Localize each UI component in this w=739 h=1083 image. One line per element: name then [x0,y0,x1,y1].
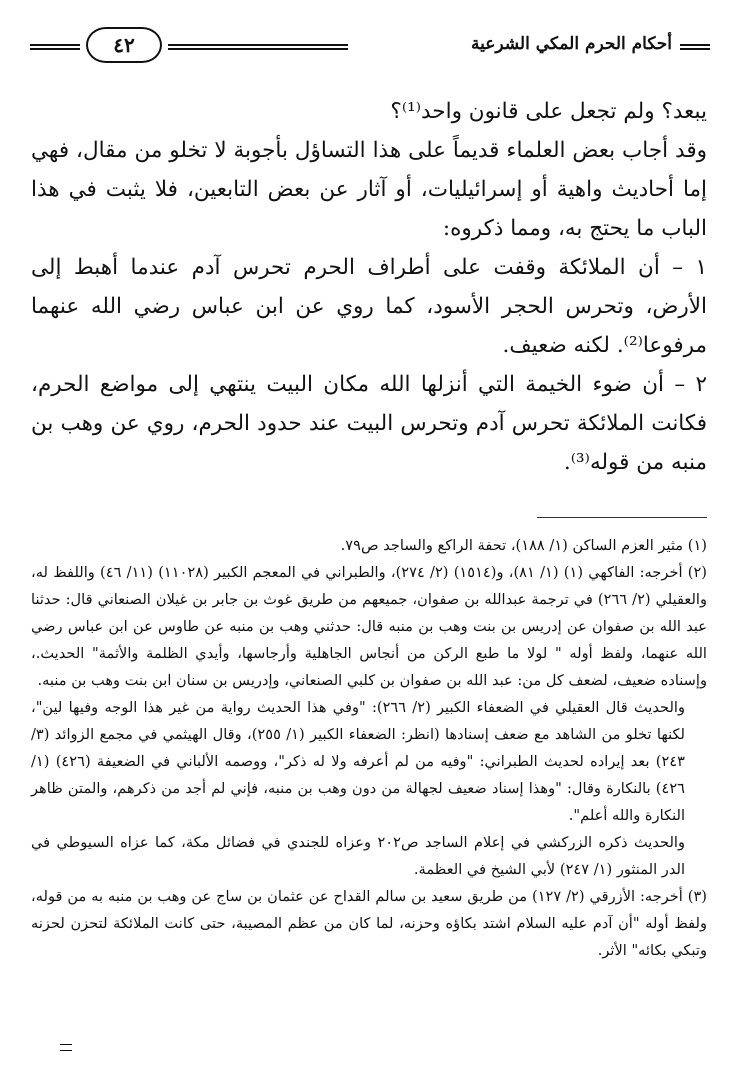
running-title: أحكام الحرم المكي الشرعية [471,34,672,54]
body-paragraph: ٢ – أن ضوء الخيمة التي أنزلها الله مكان البيت ينتهي إلى مواضع الحرم، فكانت الملائكة تحرس آدم وتحرس البيت عند حدود الحرم، روي عن وهب بن منبه من قوله⁽³⁾. [31,372,707,475]
body-paragraph: وقد أجاب بعض العلماء قديماً على هذا التساؤل بأجوبة لا تخلو من مقال، فهي إما أحاديث واهية أو إسرائيليات، أو آثار عن بعض التابعين، فلا يثبت في هذا الباب ما يحتج به، ومما ذكروه: [31,138,707,241]
bottom-mark [60,1044,72,1051]
header-rule [30,48,80,50]
footnote-continuation: والحديث قال العقيلي في الضعفاء الكبير (٢/ ٢٦٦): "وفي هذا الحديث رواية من غير هذا الوجه وفيها لين"، لكنها تخلو من الشاهد مع ضعف إسنادها (انظر: الضعفاء الكبير (١/ ٢٥٥)، وقال الهيثمي في مجمع الزوائد (٣/ ٢٤٣) بعد إيراده لحديث الطبراني: "وفيه من لم أعرفه ولا له ذكر"، ووصمه الألباني في الضعيفة (٤٢٦) (١/ ٤٢٦) بالنكارة وقال: "وهذا إسناد ضعيف لجهالة من دون وهب بن منبه، فإني لم أجد من ذكرهم، والمتن ظاهر النكارة والله أعلم". [31,699,686,824]
body-paragraph: ١ – أن الملائكة وقفت على أطراف الحرم تحرس آدم عندما أهبط إلى الأرض، وتحرس الحجر الأسود، كما روي عن ابن عباس رضي الله عنهما مرفوعا⁽²⁾. لكنه ضعيف. [31,255,707,358]
footnote-separator [537,517,707,518]
footnotes [31,532,707,964]
page-number: ٤٢ [86,27,162,63]
header-rule [168,48,348,50]
footnote: (٣) أخرجه: الأزرقي (٢/ ١٢٧) من طريق سعيد بن سالم القداح عن عثمان بن ساج عن وهب بن منبه به من قوله، ولفظ أوله "أن آدم عليه السلام اشتد بكاؤه وحزنه، لما كان من عظم المصيبة، حتى كانت الملائكة لتحزن لحزنه وتبكي بكائه" الأثر. [31,888,707,959]
header-rule [680,44,710,46]
header-rule [30,44,80,46]
header-rule [680,48,710,50]
page-header [30,26,710,66]
main-text [31,92,707,482]
body-paragraph: يبعد؟ ولم تجعل على قانون واحد⁽¹⁾؟ [390,99,707,124]
header-rule [168,44,348,46]
footnote: (١) مثير العزم الساكن (١/ ١٨٨)، تحفة الراكع والساجد ص٧٩. [340,537,707,554]
footnote-continuation: والحديث ذكره الزركشي في إعلام الساجد ص٢٠٢ وعزاه للجندي في فضائل مكة، كما عزاه السيوطي في الدر المنثور (١/ ٢٤٧) لأبي الشيخ في العظمة. [31,834,685,878]
footnote: (٢) أخرجه: الفاكهي (١) (١/ ٨١)، و(١٥١٤) (٢/ ٢٧٤)، والطبراني في المعجم الكبير (١١٠٢٨) (١١/ ٤٦) واللفظ له، والعقيلي (٢/ ٢٦٦) في ترجمة عبدالله بن صفوان، جميعهم من طريق غوث بن جابر بن غيلان الصنعاني قال: حدثنا عبد الله بن صفوان عن إدريس بن بنت وهب بن منبه قال: حدثني وهب بن منبه عن طاوس عن ابن عباس رضي الله عنهما، ولفظ أوله " لولا ما طبع الركن من أنجاس الجاهلية وأرجاسها، وأيدي الظلمة والأثمة" الحديث.، وإسناده ضعيف، لضعف كل من: عبد الله بن صفوان بن كلبي الصنعاني، وإدريس بن سنان ابن بنت وهب بن منبه. [31,564,707,689]
